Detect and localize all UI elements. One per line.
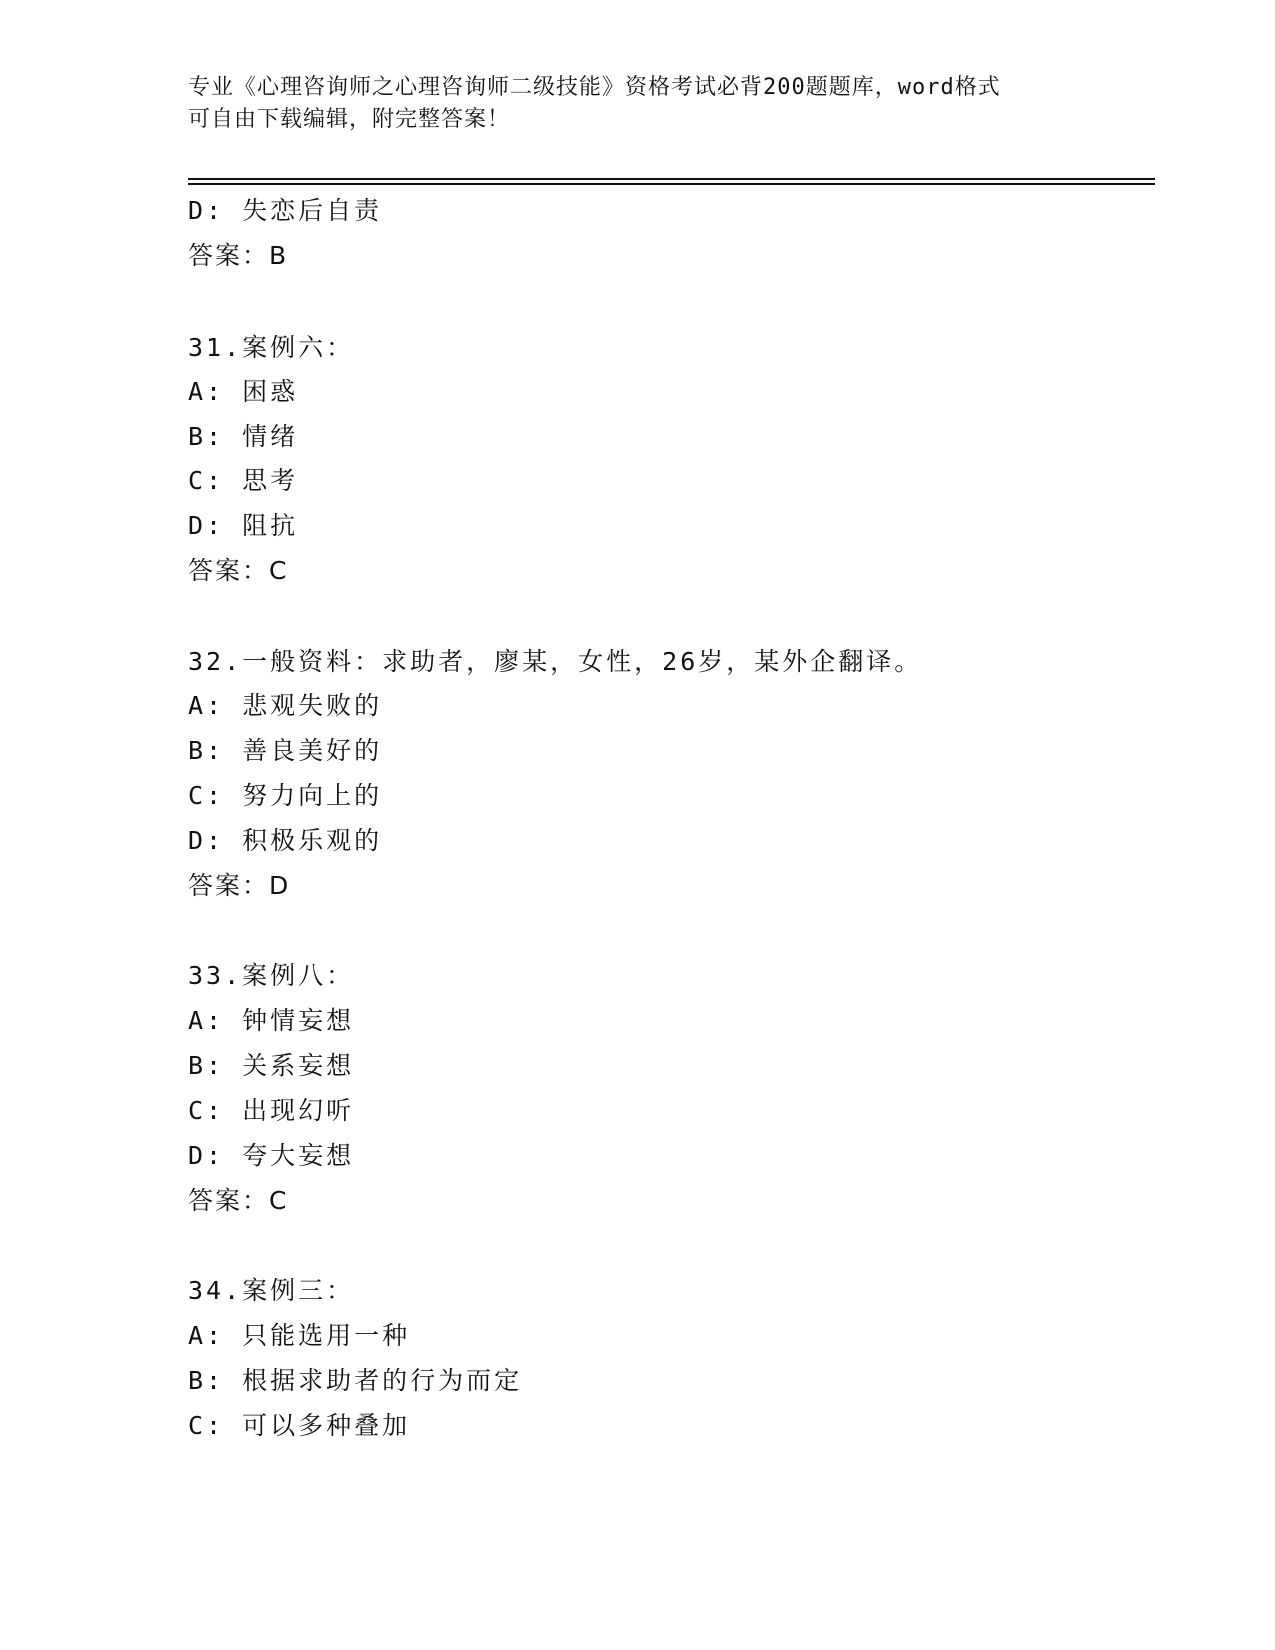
header-line-1: 专业《心理咨询师之心理咨询师二级技能》资格考试必背200题题库，word格式 [188,75,1001,100]
option-c: C: 思考 [188,466,299,495]
option-c: C: 可以多种叠加 [188,1411,411,1440]
answer-line: 答案：C [188,1186,289,1215]
option-a: A: 只能选用一种 [188,1321,411,1350]
header-divider-bottom [188,183,1155,185]
document-header [188,72,1088,136]
option-b: B: 善良美好的 [188,736,383,765]
question-title: 34.案例三： [188,1276,355,1305]
option-d: D: 失恋后自责 [188,196,383,225]
question-title: 31.案例六： [188,333,355,362]
option-a: A: 困惑 [188,377,299,406]
question-title: 33.案例八： [188,961,355,990]
option-c: C: 出现幻听 [188,1096,355,1125]
option-c: C: 努力向上的 [188,781,383,810]
answer-line: 答案：D [188,871,291,900]
answer-line: 答案：B [188,241,289,270]
option-d: D: 阻抗 [188,511,299,540]
option-b: B: 关系妄想 [188,1051,355,1080]
option-b: B: 根据求助者的行为而定 [188,1366,523,1395]
option-d: D: 夸大妄想 [188,1141,355,1170]
question-title: 32.一般资料：求助者，廖某，女性，26岁，某外企翻译。 [188,647,923,676]
header-divider-top [188,178,1155,180]
header-line-2: 可自由下载编辑，附完整答案！ [188,107,511,132]
option-a: A: 钟情妄想 [188,1006,355,1035]
answer-line: 答案：C [188,556,289,585]
option-a: A: 悲观失败的 [188,691,383,720]
option-b: B: 情绪 [188,422,299,451]
option-d: D: 积极乐观的 [188,826,383,855]
